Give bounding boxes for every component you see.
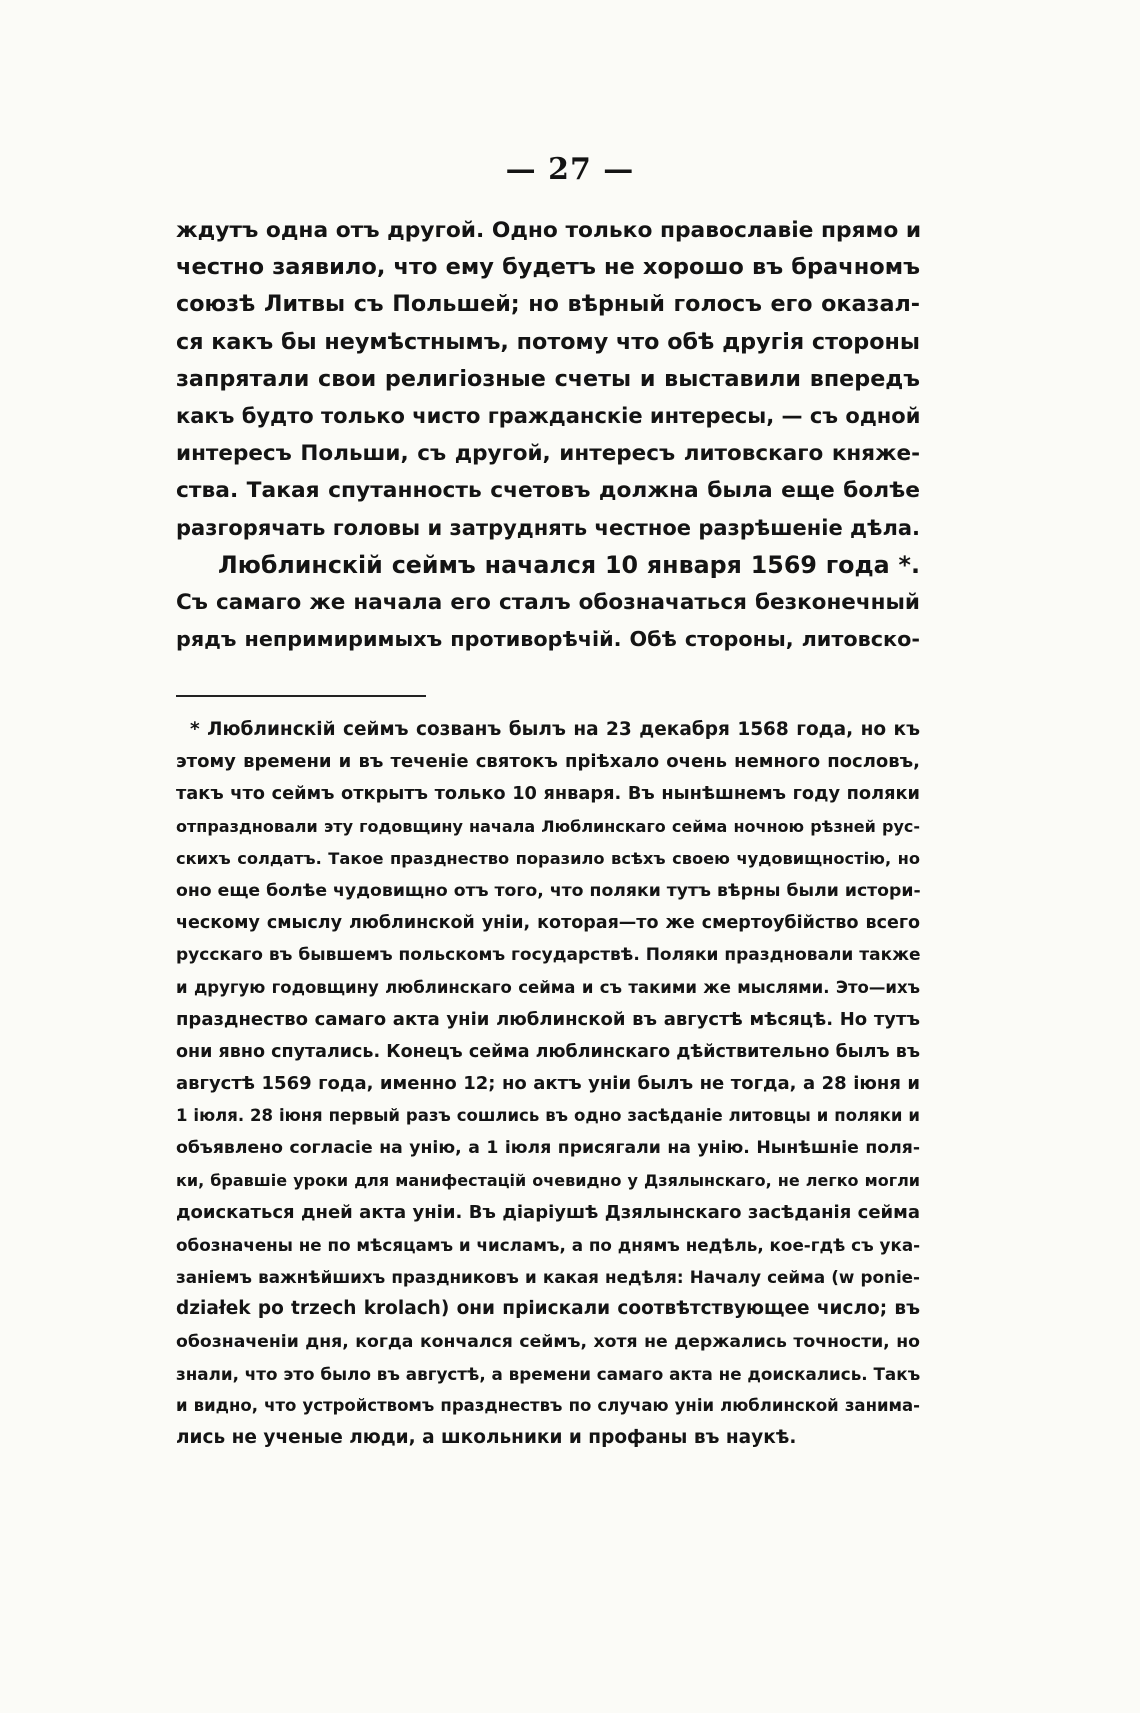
footnote-line: они явно спутались. Конецъ сейма люблинскаго дѣйствительно былъ въ [176, 1041, 920, 1062]
text-line: интересъ Польши, съ другой, интересъ литовскаго княже- [176, 441, 920, 467]
footnote-line: доискаться дней акта уніи. Въ діаріушѣ Дзялынскаго засѣданія сейма [176, 1201, 920, 1223]
page-number: — 27 — [505, 152, 635, 187]
footnote-line: августѣ 1569 года, именно 12; но актъ уніи былъ не тогда, а 28 іюня и [176, 1073, 920, 1095]
footnote-line: оно еще болѣе чудовищно отъ того, что поляки тутъ вѣрны были истори- [176, 880, 921, 901]
footnote-line: ки, бравшіе уроки для манифестацій очевидно у Дзялынскаго, не легко могли [176, 1170, 920, 1190]
footnote-line: скихъ солдатъ. Такое празднество поразило всѣхъ своею чудовищностію, но [176, 848, 920, 868]
text-line: Люблинскій сеймъ начался 10 января 1569 года *. [218, 550, 920, 579]
footnote-line: такъ что сеймъ открытъ только 10 января. Въ нынѣшнемъ году поляки [176, 784, 920, 805]
footnote-line: знали, что это было въ августѣ, а времени самаго акта не доискались. Такъ [176, 1363, 921, 1384]
text-line: союзѣ Литвы съ Польшей; но вѣрный голосъ его оказал- [176, 291, 920, 318]
footnote [176, 714, 920, 1454]
footnote-separator [176, 695, 426, 697]
footnote-line: лись не ученые люди, а школьники и профаны въ наукѣ. [176, 1427, 797, 1449]
footnote-line: этому времени и въ теченіе святокъ пріѣхало очень немного пословъ, [176, 751, 920, 773]
footnote-line: 1 іюля. 28 іюня первый разъ сошлись въ одно засѣданіе литовцы и поляки и [176, 1106, 920, 1126]
text-line: разгорячать головы и затруднять честное разрѣшеніе дѣла. [176, 515, 920, 540]
footnote-line: обозначеніи дня, когда кончался сеймъ, хотя не держались точности, но [176, 1331, 920, 1352]
main-text [176, 212, 920, 658]
footnote-line: празднество самаго акта уніи люблинской въ августѣ мѣсяцѣ. Но тутъ [176, 1008, 920, 1030]
text-line: честно заявило, что ему будетъ не хорошо въ брачномъ [176, 254, 920, 281]
footnote-line: ческому смыслу люблинской уніи, которая—то же смертоубійство всего [176, 913, 920, 934]
text-line: запрятали свои религіозные счеты и выставили впередъ [176, 365, 920, 392]
text-line: ства. Такая спутанность счетовъ должна была еще болѣе [176, 478, 920, 504]
text-line: какъ будто только чисто гражданскіе интересы, — съ одной [176, 403, 921, 428]
footnote-line: обозначены не по мѣсяцамъ и числамъ, а по днямъ недѣль, кое-гдѣ съ ука- [176, 1235, 921, 1255]
footnote-line: отпраздновали эту годовщину начала Люблинскаго сейма ночною рѣзней рус- [176, 816, 920, 836]
footnote-line: и другую годовщину люблинскаго сейма и съ такими же мыслями. Это—ихъ [176, 977, 920, 997]
footnote-line: и видно, что устройствомъ празднествъ по случаю уніи люблинской занима- [176, 1395, 920, 1415]
footnote-line: działek po trzech krolach) они пріискали соотвѣтствующее число; въ [176, 1298, 920, 1320]
text-line: ждутъ одна отъ другой. Одно только православіе прямо и [176, 218, 922, 243]
footnote-line: объявлено согласіе на унію, а 1 іюля присягали на унію. Нынѣшніе поля- [176, 1138, 920, 1159]
footnote-line: заніемъ важнѣйшихъ праздниковъ и какая недѣля: Началу сейма (w ponie- [176, 1267, 920, 1288]
text-line: Съ самаго же начала его сталъ обозначаться безконечный [176, 589, 920, 615]
text-line: ся какъ бы неумѣстнымъ, потому что обѣ другія стороны [176, 328, 920, 355]
footnote-line: * Люблинскій сеймъ созванъ былъ на 23 декабря 1568 года, но къ [190, 719, 920, 740]
text-line: рядъ непримиримыхъ противорѣчій. Обѣ стороны, литовско- [176, 627, 920, 652]
footnote-line: русскаго въ бывшемъ польскомъ государствѣ. Поляки праздновали также [176, 945, 921, 966]
